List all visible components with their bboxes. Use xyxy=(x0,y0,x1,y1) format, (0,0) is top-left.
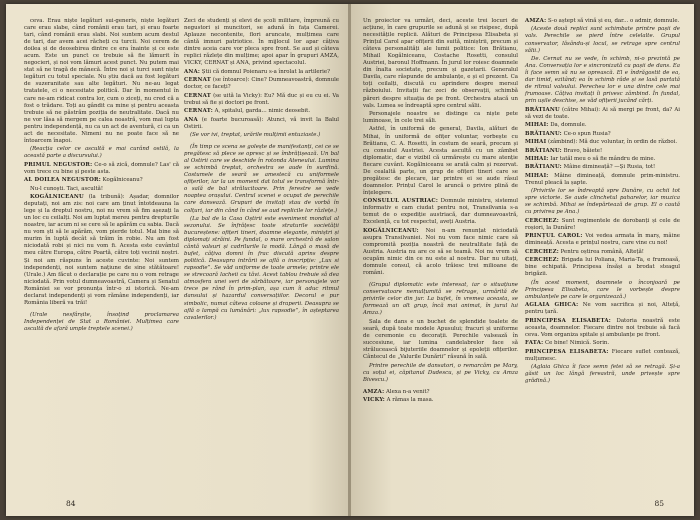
paragraph: AMZA: S-o aștept să vină și eu, dar... o admir, domnule. xyxy=(525,18,680,24)
paragraph: CERCHEZ: Sunt regimentele de dorobanți și cele de roșiori, la Dunăre! xyxy=(525,217,680,231)
paragraph: (Se vor ivi, treptat, urările mulțimii entuziaste.) xyxy=(190,132,321,139)
paragraph: AMZA: Alexa n-a venit? xyxy=(363,388,430,395)
paragraph: (În timp ce scena se golește de manifestanți, cei ce se pregătesc să plece se opresc și se îmbrățișează. Un bal al Ostirii care se deschide în rotonda Ateneului. Lumina se schimbă treptat, orchestra se aude în surdină. Costumele de seară se amestecă cu uniformele ofițerilor, iar la un moment dat totul se transformă într-o sală de bal strălucitoare. Prin ferestre se vede noaptea orașului. Centrul scenei e ocupat de perechile care dansează. Grupuri de invitați stau de vorbă în colțuri, iar din când în când se aud replicile lor răzlețe.) xyxy=(184,144,339,214)
paragraph: (În acest moment, doamnele o înconjoară pe Principesa Elisabeta, care le vorbește despre ambulanțele pe care le organizează.) xyxy=(525,279,680,300)
page-number-left: 84 xyxy=(66,499,76,508)
paragraph: AGLAIA GHICA: Ne vom sacrifica și noi, Alteță, pentru țară. xyxy=(525,302,680,316)
book-spread xyxy=(6,4,694,516)
page-number-right: 85 xyxy=(654,499,664,508)
paragraph: Astfel, în uniformă de general, Davila, alături de Mihai, în uniformă de ofițer voluntar, vorbește cu Brătianu, C. A. Rosetti, în costum de seară, precum și cu consulul Austriei. Acesta ascultă cu un zâmbet diplomatic, dar e vizibil că urmărește cu mare atenție fiecare cuvânt. Kogălniceanu se arată calm și rezervat. De cealaltă parte, un grup de ofițeri tineri care se pregătesc de plecare, iar printre ei se aude râsul doamnelor. Prințul Carol le aruncă o privire plină de înțelegere. xyxy=(363,126,518,196)
paragraph: BRĂTIANU: Ce-o spun Rusia? xyxy=(525,130,611,137)
paragraph: CERNAT (se întoarce): Cine? Dumneavoastră, domnule doctor, ce faceți? xyxy=(184,77,339,91)
paragraph: MIHAI: Da, domnule. xyxy=(525,122,587,129)
paragraph: CERCHEZ: Brigada lui Poliana, Maria-Ta, e frumoasă, bine echipată. Principesa însăși a brodat steagul brigăzii. xyxy=(525,257,680,278)
paragraph: (Grupul diplomatic este interesat, iar o situațiune conservatoare nemulțumită se retrage, urmărită de privirile celor din jur. La bufet, în vremea aceasta, se formează un alt grup, încă mai animat, în jurul lui Amza.) xyxy=(363,282,518,317)
paragraph: Printre perechile de dansatori, o remarcăm pe Mary, cu soțul ei, căpitanul Dudescu, și pe Vicky, cu Amza Bivescu.) xyxy=(363,362,518,383)
paragraph: BRĂTIANU (către Mihai): Ai să mergi pe front, da? Ai să vezi de toate. xyxy=(525,106,680,120)
paragraph: AL DOILEA NEGUSTOR: Kogălniceanu? xyxy=(24,177,143,184)
paragraph: (Privirile lor se îndreaptă spre Dunăre, cu ochii tot spre victorie. Se aude clinchetul paharelor, iar muzica se schimbă. Mihai se îndepărtează de grup. El o caută cu privirea pe Ana.) xyxy=(525,188,680,216)
paragraph: PRINCIPESA ELISABETA: Datoria noastră este aceasta, doamnelor. Fiecare dintre noi trebuie să facă ceva. Vom organiza spitale și ambulanțe pe front. xyxy=(525,317,680,338)
paragraph: BRĂTIANU: Mâine dimineață? —Și Rusia, tot! xyxy=(525,164,656,171)
paragraph: CERCHEZ: Pentru oștirea română, Alteță! xyxy=(525,248,644,255)
right-page xyxy=(351,4,694,516)
paragraph: BRĂTIANU: Bravo, băiete! xyxy=(525,147,603,154)
paragraph: KOGĂLNICEANU (la tribună): Așadar, domnilor deputați, noi am zis: noi care am ținut întotdeauna la lege și la dreptul nostru, noi nu vrem să fim așezați la un loc cu ceilalți. Noi am luptat mereu pentru drepturile noastre, iar acum ni se cere să le apărăm cu sabia. Dacă nu vom ști să le apărăm, vom pierde totul. Mai bine să murim în luptă decât să trăim în robie. Nu am fost niciodată robi și nici nu vom fi. Acesta este cuvântul meu către Europa, către Poartă, către toți vecinii noștri. Și noi am răspuns în aceste cuvinte: Noi suntem independenți, noi suntem națiune de sine stătătoare! (Urale.) Am făcut o declarație pe care nu o vom retrage niciodată. Prin votul dumneavoastră, Camera și Senatul României se vor pronunța într-o zi istorică. Ne-am declarat independenți și vom rămâne independenți, iar România liberă va trăi! xyxy=(24,194,179,306)
paragraph: VICKY: A rămas la masa. xyxy=(363,397,434,404)
paragraph: CERNAT: A, spitalul, garda... nimic deosebit. xyxy=(184,108,311,115)
paragraph: (Aceste două replici sunt schimbate printre pașii de vals. Perechile se pierd între celelalte. Grupul conservator, lăsându-și locul, se retrage spre centrul sălii.) xyxy=(525,26,680,54)
paragraph: Nu-l cunoști. Taci, ascultă! xyxy=(30,185,104,192)
left-page xyxy=(6,4,349,516)
paragraph: MIHAI: Iar tatăl meu o să fie mândru de mine. xyxy=(525,155,656,162)
paragraph: KOGĂLNICEANU: Noi n-am renunțat niciodată asupra Transilvaniei. Noi nu vom face nimic care să compromită poziția noastră de neutralitate față de Austria. Austria nu are ce să se teamă. Noi nu vrem să ocupăm nimic din ce nu este al nostru. Dar nu uitați, domnule consul, că acolo trăiesc trei milioane de români. xyxy=(363,227,518,277)
paragraph: Un proiector va urmări, deci, aceste trei locuri de acțiune, în care grupurile se adună și se risipesc, după necesitățile replicii. Alături de Principesa Elisabeta și Prințul Carol apar ofițerii din suită, miniștrii, precum și câteva personalități ale lumii politice: Ion Brătianu, Mihail Kogălniceanu, Costache Rosetti, consulul Austriei, baronul Hoffmann. În jurul lor roiesc doamnele din înalta societate, precum și gazetarii. Generalul Davila, care răspunde de ambulanțe, e și el prezent. Ca toți ceilalți, discută cu aprindere despre mersul războiului. Invitații fac zeci de observații, schimbă păreri despre situația de pe front. Orchestra atacă un vals. Lumea se îndreaptă spre centrul sălii. xyxy=(363,18,518,109)
right-column-2 xyxy=(525,18,680,387)
paragraph: MIHAI: Mâine dimineață, domnule prim-ministru. Trenul pleacă la șapte. xyxy=(525,172,680,186)
paragraph: De. Cernat nu se vede, în schimb, ni-o prezintă pe Ana. Conversația lor e sincronizată cu pașii de dans. Ea îi face semn să nu se oprească. El e îndrăgostit de ea, dar timid, ezitând; ea în schimb râde și se lasă purtată de ritmul valsului. Perechea lor e una dintre cele mai frumoase. Câțiva invitați îi privesc zâmbind. În fundal, prin ușile deschise, se văd ofițerii jucând cărți. xyxy=(525,56,680,105)
paragraph: PRINCIPESA ELISABETA: Fiecare suflet contează, mulțumesc. xyxy=(525,348,680,362)
paragraph: Sala de dans e un buchet de splendide toalete de seară, după toate modele Apusului; fracuri și uniforme de ceremonie cu decorații. Perechile valsează în succesiune, iar lumina candelabrelor face să strălucească bijuteriile doamnelor și epoleții ofițerilor. Cântecul de „Valurile Dunării” răsună în sală. xyxy=(363,318,518,361)
paragraph: ANA: Știi că domnul Poienaru s-a înrolat la artilerie? xyxy=(184,68,330,75)
paragraph: FATA: Ce bine! Nimică. Sorin. xyxy=(525,340,610,347)
paragraph: MIHAI (zâmbind): Mă duc voluntar, în ordin de război. xyxy=(525,139,678,146)
paragraph: ANA (e foarte bucuroasă): Atunci, vă invit la Balul Ostirii. xyxy=(184,116,339,130)
paragraph: (Aglaia Ghica îi face semn fetei să se retragă. Și-a găsit un loc lângă fereastră, unde privește spre grădină.) xyxy=(525,364,680,385)
paragraph: PRINȚUL CAROL: Voi vedea armata în marș, mâine dimineață. Acesta e prințul nostru, care vine cu noi! xyxy=(525,233,680,247)
paragraph: (Urale nesfârșite, însoțind proclamarea Independenței de Stat a României. Mulțimea care ascultă de afară umple treptele scenei.) xyxy=(24,311,179,332)
left-column-2 xyxy=(184,18,339,323)
paragraph: Personajele noastre se distinge ca niște pete luminoase, în cele trei săli. xyxy=(363,111,518,125)
paragraph: CERNAT (se uită la Vicky): Eu? Mă duc și eu cu ei. Va trebui să fie și doctori pe front. xyxy=(184,92,339,106)
paragraph: Zeci de studenți și elevi de școli militare, împreună cu negustori și muncitori, se adună în fața Camerei. Aplauze necontenite, flori aruncate, mulțimea care cântă imnuri patriotice. În mijlocul lor apar câțiva dintre aceia care vor pleca spre front. Se aud și câteva replici răzlețe din mulțime; apoi apar în grupuri AMZA, VICKY, CERNAT și ANA, privind spectacolul. xyxy=(184,18,339,67)
paragraph: (La bal de la Casa Oștirii este eveniment mondial al sezonului. Se înfrățesc toate straturile societății bucureștene: ofițeri tineri, doamne elegante, miniștri și diplomați străini. Pe fundal, o mare orchestră de salon cântă valsuri și cadrilurile la modă. Lângă o masă de bufet, câțiva domni în frac discută aprins despre politică. Deasupra intrării se află o inscripție: „Lux si rapsodie”. Se văd uniforme de toate armele; printre ele se strecoară lacheii cu tăvi. Acest tablou trebuie să dea atmosfera unei seri de sărbătoare, iar personajele vor trece pe rând în prim-plan, așa cum îi aduc ritmul dansului și hazardul conversațiilor. Decorul e pur simbolic, numai câteva coloane și draperii. Deasupra se află o lampă cu lumânări: „lux rapsodie”, în așteptarea cavalerilor.) xyxy=(184,215,339,321)
paragraph: (Reacția celor ce ascultă e mai curând ostilă, la această parte a discursului.) xyxy=(24,146,179,160)
left-column-1 xyxy=(24,18,179,334)
right-column-1 xyxy=(363,18,518,406)
paragraph: ceva. Erau niște legături sui-generis, niște legături care erau slabe, când românii erau tari, și erau foarte tari, când românii erau slabi. Noi suntem acum destul de tari, dar avem acei răcheți cu turcii. Noi cerem de doilea și de deosebirea dintre ce era înainte și ce este acum. Este un punct ce trebuie să fie lămurit în negocieri, și noi vom lămuri acest punct. Nu putem mai stat să ne tragă de mânecă. Între noi și turci sunt niște legături cu totul speciale. Nu știu dacă au fost legături de suzeranitate sau alte legături. Nu ne-au legat tratatele, ci o necesitate politică. Dar în momentul în care ne-am ridicat contra lor, cum o ziceți, nu cred că a fost o trădare. Toți au gândit ca mine și pentru aceasta trebuie să ne păstrăm poziția de neutralitate. Dacă nu ne vor lăsa să mergem pe calea noastră, vom mai lupta pentru independență, nu ca un act de aventură, ci ca un act de necesitate. Nimeni nu ne poate face să ne întoarcem înapoi. xyxy=(24,18,179,144)
paragraph: PRIMUL NEGUSTOR: Ce-o să zică, domnule? Las' că vom trece cu bine și peste asta. xyxy=(24,161,179,175)
paragraph: CONSULUL AUSTRIAC: Domnule ministru, sistemul informativ e cam ciudat pentru noi, Transilvania s-a temut de o expediție austriacă, dar dumneavoastră, Excelență, cu tot respectul, aveți Austria. xyxy=(363,198,518,226)
